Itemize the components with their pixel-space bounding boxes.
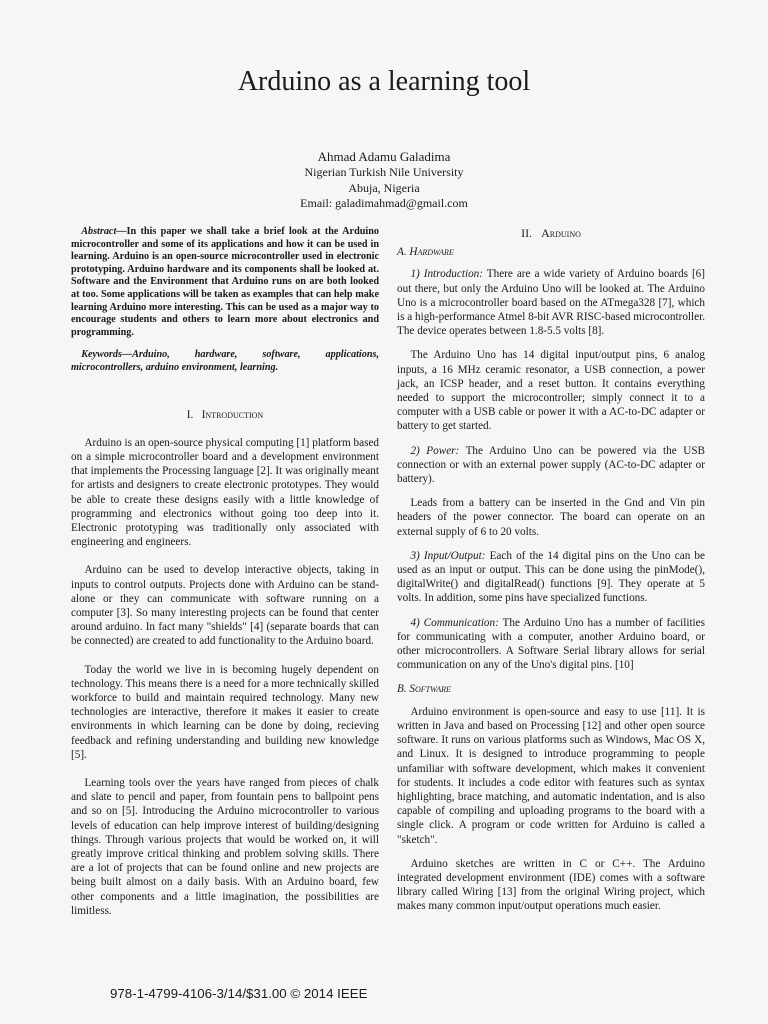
author-block: [0, 148, 768, 212]
right-column: [397, 226, 705, 924]
section-number: II.: [521, 226, 533, 240]
keywords-text: —Arduino, hardware, software, applications, microcontrollers, arduino environment, learning.: [71, 349, 379, 373]
abstract-text: —In this paper we shall take a brief look at the Arduino microcontroller and some of its applications and how it can be used in learning. Arduino is an open-source microcontroller used in electronic prototyping. Arduino hardware and its components shall be looked at. Software and the Environment that Arduino runs on are both looked at too. Some applications will be taken as examples that can help make learning Arduino more interesting. This can be used as a major way to encourage students and others to learn more about electronics and programming.: [71, 226, 379, 338]
abstract: [71, 226, 379, 339]
copyright-footer: 978-1-4799-4106-3/14/$31.00 © 2014 IEEE: [110, 986, 368, 1001]
author-location: Abuja, Nigeria: [348, 180, 420, 195]
section-title: Introduction: [201, 408, 264, 421]
paragraph: Arduino can be used to develop interactive objects, taking in inputs to control outputs. Projects done with Arduino can be stand-alone or they can communicate with software running on a computer [3]. So many interesting projects can be found that center around arduino. In fact many "shields" [4] (separate boards that can be connected) are created to add functionality to the Arduino board.: [71, 564, 379, 648]
author-affiliation: Nigerian Turkish Nile University: [304, 165, 464, 179]
paragraph-heading: 1) Introduction:: [410, 268, 483, 281]
section-heading-introduction: [71, 408, 379, 422]
keywords: [71, 349, 379, 374]
paragraph-text: The Arduino Uno has a number of facilities for communicating with a computer, another Arduino board, or other microcontrollers. A Software Serial library allows for serial communication on any of the Uno's digital pins. [10]: [397, 616, 705, 672]
paragraph: Arduino sketches are written in C or C++. The Arduino integrated development environment (IDE) comes with a software library called Wiring [13] from the original Wiring project, which makes many common input/output operations much easier.: [397, 857, 705, 913]
paragraph: Arduino environment is open-source and easy to use [11]. It is written in Java and based on Processing [12] and other open source software. It runs on various platforms such as Windows, Mac OS X, and Linux. It is designed to introduce programming to people unfamiliar with software development, which makes it convenient for students. It includes a code editor with features such as syntax highlighting, brace matching, and automatic indentation, and is also capable of compiling and uploading programs to the board with a single click. A program or code written for Arduino is called a "sketch".: [397, 705, 705, 846]
paragraph: [397, 444, 705, 487]
section-heading-arduino: [397, 226, 705, 240]
paragraph-text: The Arduino Uno can be powered via the USB connection or with an external power supply (AC-to-DC adapter or battery).: [397, 444, 705, 486]
paragraph: [397, 616, 705, 673]
paragraph: Today the world we live in is becoming hugely dependent on technology. This means there is a need for a more technically skilled workforce to build and maintain required technology. Many new technologies are interactive, therefore it makes it easier to create environments in which learning can be done by doing, recieving feedback and refining understanding and building new knowledge [5].: [71, 663, 379, 761]
subsection-heading-hardware: A. Hardware: [397, 246, 454, 259]
subsection-heading-software: B. Software: [397, 683, 451, 696]
paragraph: Learning tools over the years have ranged from pieces of chalk and slate to pencil and paper, from fountain pens to ballpoint pens and so on [5]. Introducing the Arduino microcontroller to various levels of education can help improve interest of building/designing things. Through various projects that would be worked on, it will greatly improve critical thinking and problem solving skills. There are a lot of projects that can be found online and new projects are being built almost on a daily basis. With an Arduino board, few other components and a little imagination, the possibilities are limitless.: [71, 777, 379, 917]
paragraph-heading: 2) Power:: [410, 444, 460, 457]
abstract-label: Abstract: [81, 226, 117, 237]
paragraph: Leads from a battery can be inserted in the Gnd and Vin pin headers of the power connector. The board can operate on an external supply of 6 to 20 volts.: [397, 497, 705, 538]
keywords-label: Keywords: [81, 349, 122, 361]
introduction-body: [71, 436, 379, 918]
section-title: Arduino: [541, 226, 581, 240]
paper-title: Arduino as a learning tool: [237, 66, 531, 97]
paragraph: Arduino is an open-source physical computing [1] platform based on a simple microcontroller board and a development environment that implements the Processing language [2]. It was originally meant for artists and designers to create electronic prototypes. They would be able to create these designs easily with a little knowledge of programming and electronics without going too deep into it. Electronic prototyping was traditionally only associated with engineering and engineers.: [71, 436, 379, 549]
section-number: I.: [186, 408, 194, 421]
paragraph-heading: 3) Input/Output:: [410, 549, 486, 562]
paragraph-text: There are a wide variety of Arduino boards [6] out there, but only the Arduino Uno will be looked at. The Arduino Uno is a microcontroller board based on the ATmega328 [7], which is a high-performance Atmel 8-bit AVR RISC-based microcontroller. The device operates between 1.8-5.5 volts [8].: [397, 268, 706, 338]
author-name: Ahmad Adamu Galadima: [317, 149, 451, 164]
author-email: Email: galadimahmad@gmail.com: [300, 196, 468, 211]
paragraph: The Arduino Uno has 14 digital input/output pins, 6 analog inputs, a 16 MHz ceramic resonator, a USB connection, a power jack, an ICSP header, and a reset button. It contains everything needed to support the microcontroller; simply connect it to a computer with a USB cable or power it with a AC-to-DC adapter or battery to get started.: [397, 349, 705, 433]
left-column: [71, 226, 379, 932]
paragraph: [397, 549, 705, 606]
paragraph-heading: 4) Communication:: [410, 616, 499, 629]
paragraph: [397, 267, 705, 338]
paragraph-text: Each of the 14 digital pins on the Uno can be used as an input or output. This can be done using the pinMode(), digitalWrite() and digitalRead() functions [9]. They operate at 5 volts. In addition, some pins have specialized functions.: [397, 549, 705, 605]
